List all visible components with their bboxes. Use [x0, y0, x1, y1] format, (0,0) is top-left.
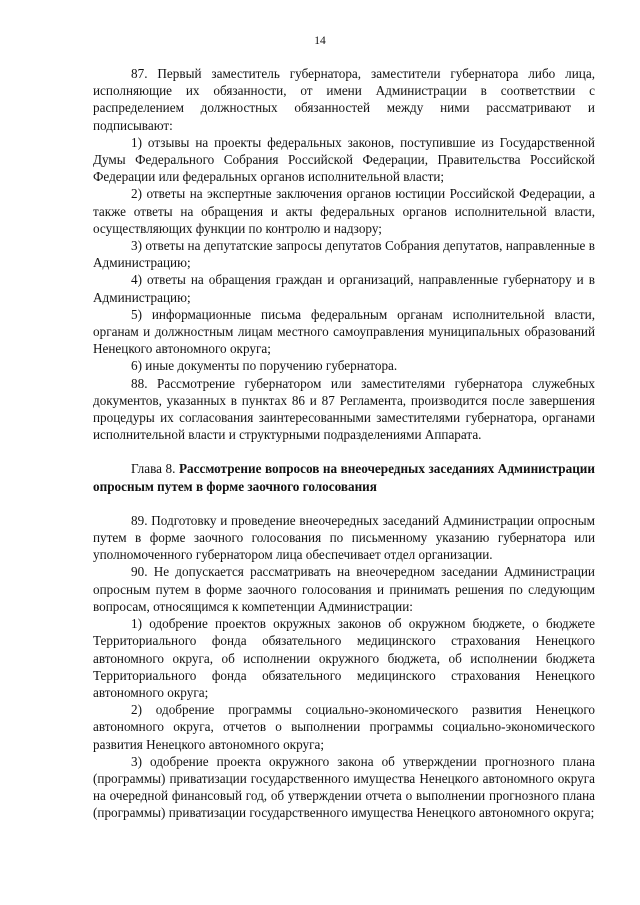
page-number: 14	[314, 35, 326, 47]
list-item-87-6: 6) иные документы по поручению губернатора.	[131, 358, 398, 374]
paragraph-88: 88. Рассмотрение губернатором или заместителями губернатора служебных документов, указанных в пунктах 86 и 87 Регламента, производится после завершения процедуры их согласования заинтересованными заместителями губернатора, органами исполнительной власти и структурными подразделениями Аппарата.	[93, 375, 595, 443]
list-item-90-3: 3) одобрение проекта окружного закона об утверждении прогнозного плана (программы) приватизации государственного имущества Ненецкого автономного округа на очередной финансовый год, об утверждении отчета о выполнении прогнозного плана (программы) приватизации государственного имущества Ненецкого автономного округа;	[93, 753, 595, 821]
chapter-title: Рассмотрение вопросов на внеочередных заседаниях Администрации опросным путем в форме заочного голосования	[93, 461, 595, 494]
list-item-90-2: 2) одобрение программы социально-экономического развития Ненецкого автономного округа, отчетов о выполнении программы социально-экономического развития Ненецкого автономного округа;	[93, 702, 595, 752]
list-item-87-5: 5) информационные письма федеральным органам исполнительной власти, органам и должностным лицам местного самоуправления муниципальных образований Ненецкого автономного округа;	[93, 306, 595, 357]
document-body	[93, 65, 595, 822]
chapter-label: Глава 8.	[131, 461, 176, 477]
paragraph-90: 90. Не допускается рассматривать на внеочередном заседании Администрации опросным путем в форме заочного голосования и принимать решения по следующим вопросам, относящимся к компетенции Администрации:	[93, 564, 595, 614]
list-item-87-4: 4) ответы на обращения граждан и организаций, направленные губернатору и в Администрацию;	[93, 272, 595, 305]
list-item-87-1: 1) отзывы на проекты федеральных законов, поступившие из Государственной Думы Федерального Собрания Российской Федерации, Правительства Российской Федерации или федеральных органов исполнительной власти;	[93, 134, 595, 185]
list-item-87-3: 3) ответы на депутатские запросы депутатов Собрания депутатов, направленные в Администрацию;	[93, 238, 595, 271]
chapter-heading	[93, 460, 595, 494]
paragraph-89: 89. Подготовку и проведение внеочередных заседаний Администрации опросным путем в форме заочного голосования по письменному указанию губернатора или уполномоченного губернатором лица обеспечивает отдел организации.	[93, 512, 595, 563]
list-item-87-2: 2) ответы на экспертные заключения органов юстиции Российской Федерации, а также ответы на обращения и акты федеральных органов исполнительной власти, осуществляющих функции по контролю и надзору;	[93, 186, 595, 236]
list-item-90-1: 1) одобрение проектов окружных законов об окружном бюджете, о бюджете Территориального фонда обязательного медицинского страхования Ненецкого автономного округа, об исполнении окружного бюджета, об исполнении бюджета Территориального фонда обязательного медицинского страхования Ненецкого автономного округа;	[93, 616, 595, 700]
paragraph-87: 87. Первый заместитель губернатора, заместители губернатора либо лица, исполняющие их обязанности, от имени Администрации в соответствии с распределением должностных обязанностей между ними рассматривают и подписывают:	[93, 66, 595, 133]
